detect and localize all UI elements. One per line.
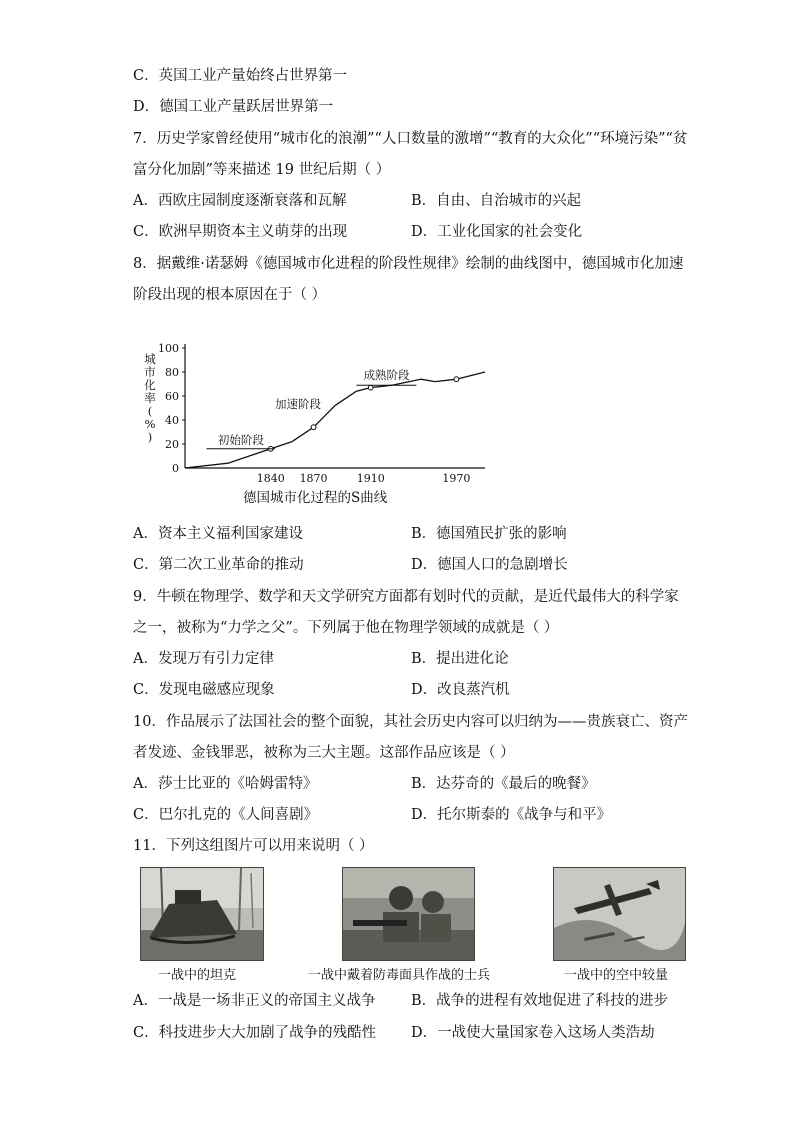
- stage-label-acceleration: 加速阶段: [275, 397, 321, 411]
- gasmask-photo: [342, 867, 475, 961]
- urbanization-chart: [140, 335, 500, 510]
- planes-photo: [553, 867, 686, 961]
- tank-photo: [140, 867, 264, 961]
- q10-option-b: B．达芬奇的《最后的晚餐》: [411, 776, 596, 792]
- s-curve: [185, 372, 485, 468]
- q7-option-a: A．西欧庄园制度逐渐衰落和瓦解: [133, 193, 347, 209]
- q8-option-c: C．第二次工业革命的推动: [133, 557, 304, 573]
- data-point: [368, 385, 373, 390]
- y-tick-label: 80: [165, 366, 179, 379]
- q11-option-d: D．一战使大量国家卷入这场人类浩劫: [411, 1025, 655, 1041]
- x-tick-label: 1870: [299, 472, 328, 485]
- q9-stem-line1: 9．牛顿在物理学、数学和天文学研究方面都有划时代的贡献，是近代最伟大的科学家: [133, 589, 679, 605]
- q6-option-c: C．英国工业产量始终占世界第一: [133, 68, 348, 84]
- y-axis-label-char: ): [147, 430, 153, 444]
- x-tick-label: 1840: [256, 472, 285, 485]
- stage-label-mature: 成熟阶段: [363, 368, 410, 383]
- y-tick-label: 0: [172, 462, 179, 475]
- q11-option-a: A．一战是一场非正义的帝国主义战争: [133, 993, 376, 1009]
- data-point: [311, 425, 316, 430]
- tank-caption: 一战中的坦克: [158, 968, 237, 983]
- q7-option-d: D．工业化国家的社会变化: [411, 224, 583, 240]
- y-axis-label-char: 率: [144, 391, 156, 405]
- chart-caption: 德国城市化过程的S曲线: [243, 490, 388, 506]
- gasmask-image: [343, 868, 474, 960]
- q10-option-a: A．莎士比亚的《哈姆雷特》: [133, 776, 318, 792]
- y-axis-label-char: 城: [144, 352, 156, 366]
- q9-option-d: D．改良蒸汽机: [411, 682, 510, 698]
- y-axis-label-char: 化: [144, 378, 156, 392]
- x-tick-label: 1910: [356, 472, 385, 485]
- q10-option-c: C．巴尔扎克的《人间喜剧》: [133, 807, 319, 823]
- q10-stem-line1: 10．作品展示了法国社会的整个面貌，其社会历史内容可以归纳为——贵族衰亡、资产: [133, 714, 688, 730]
- stage-label-initial: 初始阶段: [217, 432, 264, 447]
- q9-option-b: B．提出进化论: [411, 651, 509, 667]
- y-axis-label-char: (: [147, 404, 153, 418]
- y-axis-label-char: 市: [144, 365, 156, 379]
- q6-option-d: D．德国工业产量跃居世界第一: [133, 99, 334, 115]
- q9-stem-line2: 之一，被称为“力学之父”。下列属于他在物理学领域的成就是（ ）: [133, 620, 559, 636]
- y-tick-label: 20: [165, 438, 179, 451]
- q10-stem-line2: 者发迹、金钱罪恶，被称为三大主题。这部作品应该是（ ）: [133, 745, 515, 761]
- q11-option-c: C．科技进步大大加剧了战争的残酷性: [133, 1025, 377, 1041]
- q7-option-b: B．自由、自治城市的兴起: [411, 193, 582, 209]
- y-axis-label-char: %: [144, 417, 156, 431]
- q9-option-c: C．发现电磁感应现象: [133, 682, 275, 698]
- data-point: [454, 377, 459, 382]
- tank-image: [141, 868, 263, 960]
- y-tick-label: 40: [165, 414, 179, 427]
- q8-option-d: D．德国人口的急剧增长: [411, 557, 568, 573]
- q7-option-c: C．欧洲早期资本主义萌芽的出现: [133, 224, 348, 240]
- x-tick-label: 1970: [442, 472, 471, 485]
- q8-stem-line2: 阶段出现的根本原因在于（ ）: [133, 287, 327, 303]
- q7-stem-line2: 富分化加剧”等来描述 19 世纪后期（ ）: [133, 162, 391, 178]
- y-tick-label: 60: [165, 390, 179, 403]
- y-tick-label: 100: [158, 342, 179, 355]
- q9-option-a: A．发现万有引力定律: [133, 651, 274, 667]
- q11-stem: 11．下列这组图片可以用来说明（ ）: [133, 838, 374, 854]
- q10-option-d: D．托尔斯泰的《战争与和平》: [411, 807, 612, 823]
- gasmask-caption: 一战中戴着防毒面具作战的士兵: [308, 968, 491, 983]
- q11-option-b: B．战争的进程有效地促进了科技的进步: [411, 993, 669, 1009]
- q7-stem-line1: 7．历史学家曾经使用“城市化的浪潮”“人口数量的激增”“教育的大众化”“环境污染”“贫: [133, 131, 688, 147]
- q8-stem-line1: 8．据戴维·诺瑟姆《德国城市化进程的阶段性规律》绘制的曲线图中，德国城市化加速: [133, 256, 684, 272]
- planes-caption: 一战中的空中较量: [564, 968, 669, 983]
- q8-option-b: B．德国殖民扩张的影响: [411, 526, 567, 542]
- planes-image: [554, 868, 685, 960]
- q8-option-a: A．资本主义福利国家建设: [133, 526, 303, 542]
